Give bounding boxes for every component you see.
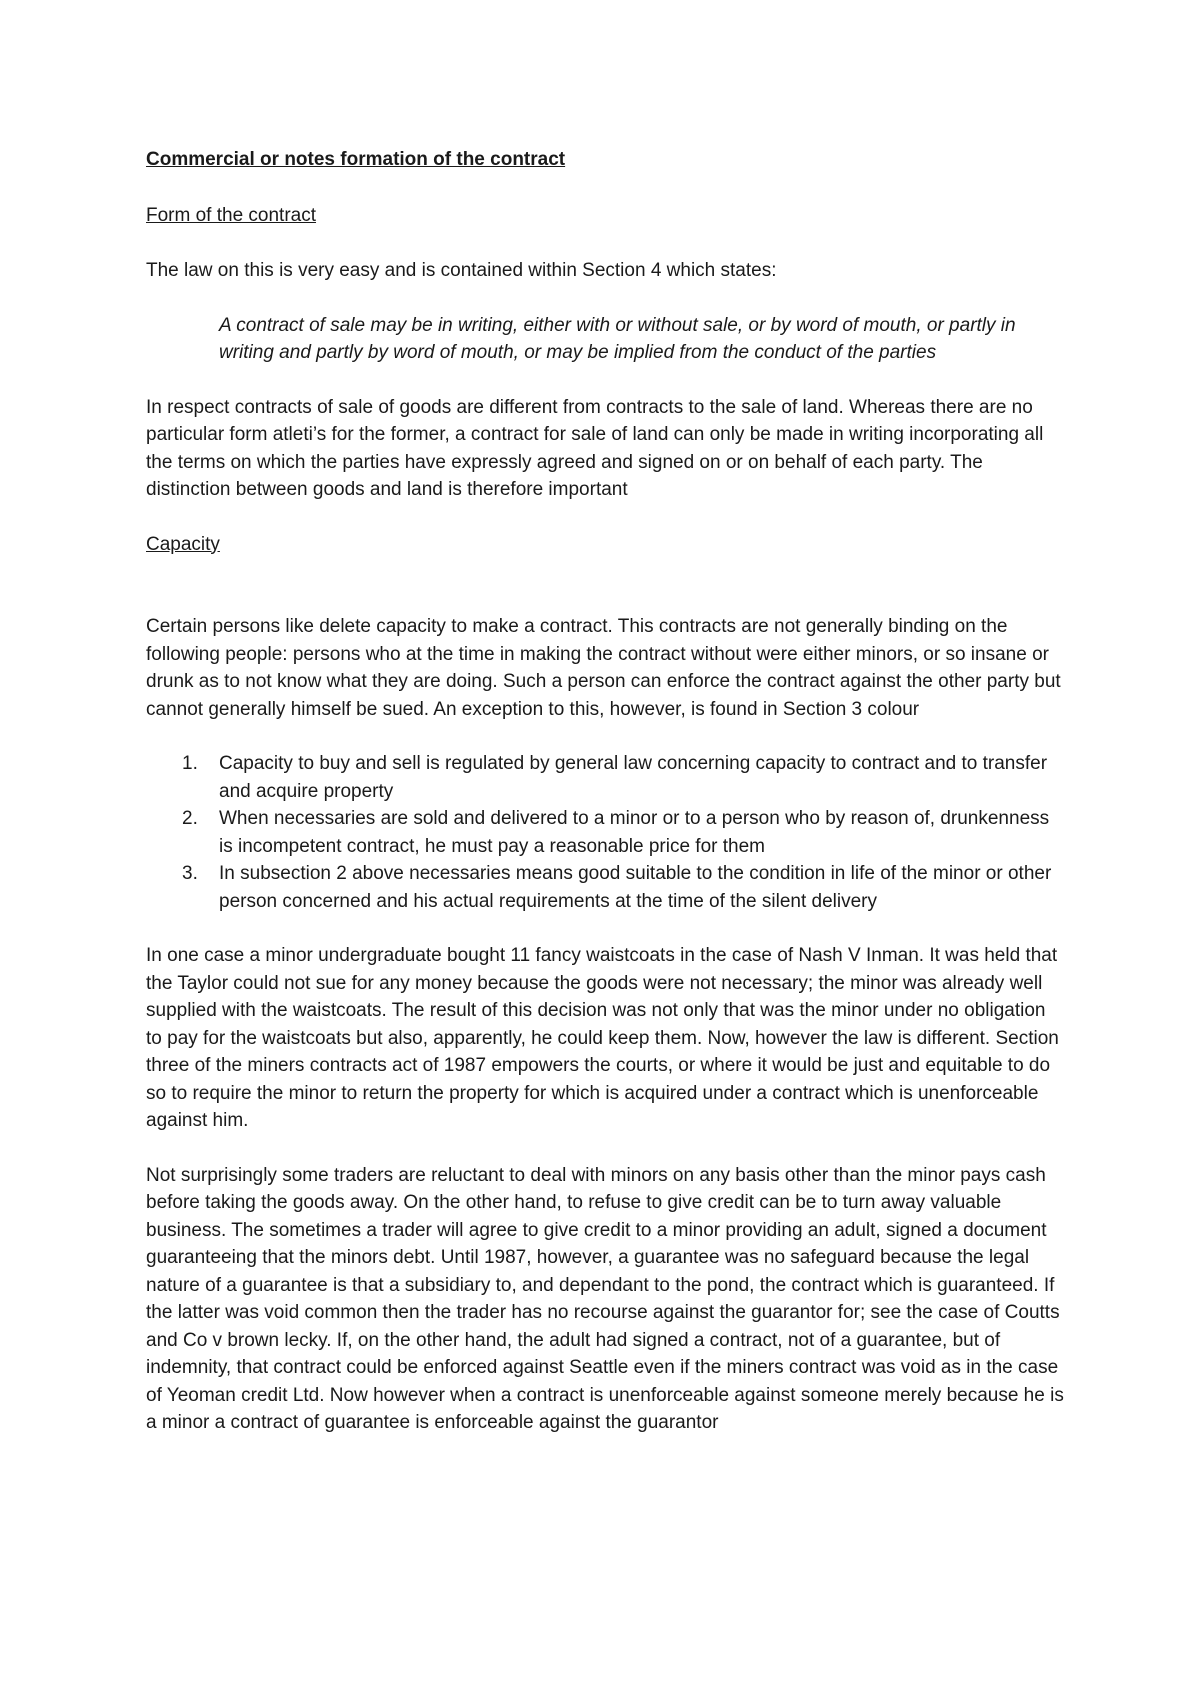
- document-title: Commercial or notes formation of the contract: [146, 149, 566, 170]
- capacity-paragraph: Certain persons like delete capacity to make a contract. This contracts are not generally binding on the following people: persons who at the time in making the contract without were either minors, or so insane or drunk as to not know what they are doing. Such a person can enforce the contract against the other party but cannot generally himself be sued. An exception to this, however, is found in Section 3 colour: [146, 616, 1061, 720]
- form-of-contract-heading: Form of the contract: [146, 204, 317, 226]
- capacity-heading: Capacity: [146, 533, 220, 555]
- nash-v-inman-paragraph: In one case a minor undergraduate bought 11 fancy waistcoats in the case of Nash V Inman. It was held that the Taylor could not sue for any money because the goods were not necessary; the minor was already well supplied with the waistcoats. The result of this decision was not only that was the minor under no obligation to pay for the waistcoats but also, apparently, he could keep them. Now, however the law is different. Section three of the miners contracts act of 1987 empowers the courts, or where it would be just and equitable to do so to require the minor to return the property for which is acquired under a contract which is unenforceable against him.: [146, 945, 1059, 1131]
- goods-land-paragraph: In respect contracts of sale of goods are different from contracts to the sale of land. Whereas there are no particular form atleti’s for the former, a contract for sale of land can only be made in writing incorporating all the terms on which the parties have expressly agreed and signed on or on behalf of each party. The distinction between goods and land is therefore important: [146, 396, 1044, 500]
- section-4-quote: A contract of sale may be in writing, either with or without sale, or by word of mouth, or partly in writing and partly by word of mouth, or may be implied from the conduct of the parties: [219, 314, 1016, 363]
- list-item-text: Capacity to buy and sell is regulated by general law concerning capacity to contract and to transfer and acquire property: [219, 753, 1048, 802]
- list-item-number: 2.: [182, 808, 198, 829]
- intro-paragraph: The law on this is very easy and is contained within Section 4 which states:: [146, 260, 777, 281]
- traders-paragraph: Not surprisingly some traders are reluctant to deal with minors on any basis other than the minor pays cash before taking the goods away. On the other hand, to refuse to give credit can be to turn away valuable business. The sometimes a trader will agree to give credit to a minor providing an adult, signed a document guaranteeing that the minors debt. Until 1987, however, a guarantee was no safeguard because the legal nature of a guarantee is that a subsidiary to, and dependant to the pond, the contract which is guaranteed. If the latter was void common then the trader has no recourse against the guarantor for; see the case of Coutts and Co v brown lecky. If, on the other hand, the adult had signed a contract, not of a guarantee, but of indemnity, that contract could be enforced against Seattle even if the miners contract was void as in the case of Yeoman credit Ltd. Now however when a contract is unenforceable against someone merely because he is a minor a contract of guarantee is enforceable against the guarantor: [146, 1164, 1064, 1433]
- section-3-list: [146, 750, 1066, 915]
- list-item-number: 1.: [182, 753, 198, 774]
- list-item: [146, 750, 1066, 805]
- list-item-text: In subsection 2 above necessaries means good suitable to the condition in life of the minor or other person concerned and his actual requirements at the time of the silent delivery: [219, 863, 1052, 912]
- list-item: [146, 805, 1066, 860]
- document-body: [146, 146, 1066, 1437]
- list-item-number: 3.: [182, 863, 198, 884]
- list-item: [146, 860, 1066, 915]
- list-item-text: When necessaries are sold and delivered to a minor or to a person who by reason of, drunkenness is incompetent contract, he must pay a reasonable price for them: [219, 808, 1050, 857]
